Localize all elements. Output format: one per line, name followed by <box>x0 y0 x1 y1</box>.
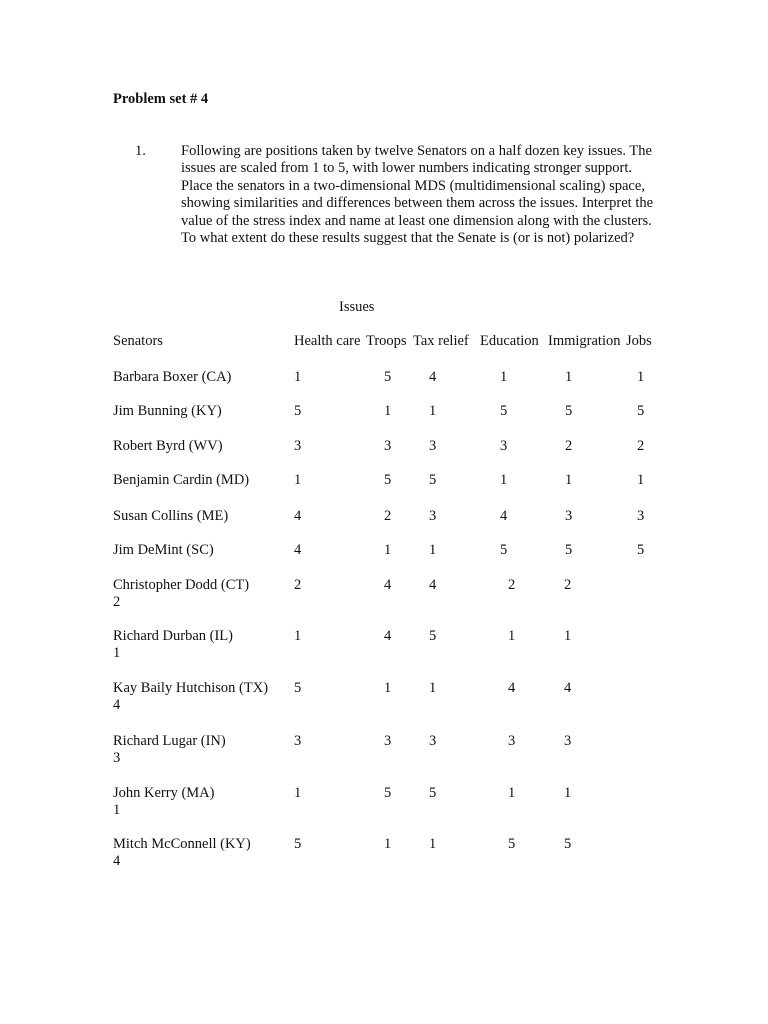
score-cell: 4 <box>564 680 572 696</box>
score-cell: 3 <box>637 508 645 524</box>
senator-name: Barbara Boxer (CA) <box>113 369 232 385</box>
score-cell: 4 <box>429 577 437 593</box>
score-cell: 1 <box>384 403 392 419</box>
score-cell: 5 <box>294 836 302 852</box>
score-cell: 5 <box>565 542 573 558</box>
wrapped-jobs-score: 4 <box>113 697 121 713</box>
score-cell: 4 <box>294 542 302 558</box>
score-cell: 2 <box>564 577 572 593</box>
issue-header-health-care: Health care <box>294 333 361 349</box>
score-cell: 5 <box>294 403 302 419</box>
score-cell: 4 <box>429 369 437 385</box>
score-cell: 2 <box>508 577 516 593</box>
score-cell: 4 <box>500 508 508 524</box>
score-cell: 3 <box>294 733 302 749</box>
score-cell: 1 <box>500 369 508 385</box>
page-title: Problem set # 4 <box>113 91 209 107</box>
score-cell: 5 <box>384 369 392 385</box>
wrapped-jobs-score: 1 <box>113 802 121 818</box>
senator-name: John Kerry (MA) <box>113 785 215 801</box>
senator-name: Robert Byrd (WV) <box>113 438 223 454</box>
score-cell: 5 <box>565 403 573 419</box>
score-cell: 1 <box>564 628 572 644</box>
score-cell: 5 <box>294 680 302 696</box>
score-cell: 3 <box>500 438 508 454</box>
issues-label: Issues <box>339 299 375 315</box>
senator-name: Susan Collins (ME) <box>113 508 229 524</box>
score-cell: 1 <box>565 369 573 385</box>
senator-name: Mitch McConnell (KY) <box>113 836 251 852</box>
senator-name: Jim Bunning (KY) <box>113 403 222 419</box>
score-cell: 3 <box>565 508 573 524</box>
senator-name: Christopher Dodd (CT) <box>113 577 250 593</box>
score-cell: 1 <box>429 403 437 419</box>
score-cell: 5 <box>637 542 645 558</box>
senators-header: Senators <box>113 333 163 349</box>
score-cell: 1 <box>565 472 573 488</box>
score-cell: 1 <box>508 785 516 801</box>
score-cell: 2 <box>384 508 392 524</box>
score-cell: 3 <box>384 438 392 454</box>
score-cell: 5 <box>384 785 392 801</box>
wrapped-jobs-score: 3 <box>113 750 121 766</box>
score-cell: 5 <box>637 403 645 419</box>
score-cell: 4 <box>294 508 302 524</box>
senator-name: Richard Durban (IL) <box>113 628 233 644</box>
issue-header-education: Education <box>480 333 539 349</box>
score-cell: 1 <box>384 680 392 696</box>
score-cell: 3 <box>429 508 437 524</box>
score-cell: 1 <box>500 472 508 488</box>
score-cell: 1 <box>384 836 392 852</box>
senator-name: Benjamin Cardin (MD) <box>113 472 250 488</box>
score-cell: 1 <box>294 369 302 385</box>
score-cell: 1 <box>384 542 392 558</box>
wrapped-jobs-score: 1 <box>113 645 121 661</box>
score-cell: 4 <box>384 577 392 593</box>
score-cell: 3 <box>294 438 302 454</box>
issue-header-tax-relief: Tax relief <box>413 333 469 349</box>
score-cell: 1 <box>294 785 302 801</box>
score-cell: 3 <box>429 438 437 454</box>
issue-header-troops: Troops <box>366 333 407 349</box>
senator-name: Richard Lugar (IN) <box>113 733 226 749</box>
score-cell: 1 <box>637 369 645 385</box>
score-cell: 2 <box>294 577 302 593</box>
question-number: 1. <box>135 143 146 159</box>
score-cell: 5 <box>429 628 437 644</box>
score-cell: 3 <box>429 733 437 749</box>
score-cell: 3 <box>384 733 392 749</box>
score-cell: 5 <box>429 785 437 801</box>
score-cell: 5 <box>508 836 516 852</box>
score-cell: 2 <box>637 438 645 454</box>
score-cell: 3 <box>564 733 572 749</box>
score-cell: 2 <box>565 438 573 454</box>
question-text: Following are positions taken by twelve Senators on a half dozen key issues. The issues are scaled from 1 to 5, with lower numbers indicating stronger support. Place the senators in a two-dimensional MDS (multidimensional scaling) space, showing similarities and differences between them across the issues. Interpret the value of the stress index and name at least one dimension along with the clusters. To what extent do these results suggest that the Senate is (or is not) polarized? <box>181 143 654 247</box>
senator-name: Kay Baily Hutchison (TX) <box>113 680 269 696</box>
score-cell: 4 <box>384 628 392 644</box>
score-cell: 1 <box>508 628 516 644</box>
score-cell: 5 <box>384 472 392 488</box>
score-cell: 5 <box>500 403 508 419</box>
score-cell: 5 <box>500 542 508 558</box>
wrapped-jobs-score: 4 <box>113 853 121 869</box>
issue-header-immigration: Immigration <box>548 333 621 349</box>
issue-header-jobs: Jobs <box>626 333 652 349</box>
score-cell: 1 <box>429 836 437 852</box>
score-cell: 5 <box>429 472 437 488</box>
score-cell: 1 <box>429 680 437 696</box>
score-cell: 1 <box>294 628 302 644</box>
score-cell: 1 <box>564 785 572 801</box>
score-cell: 3 <box>508 733 516 749</box>
senator-name: Jim DeMint (SC) <box>113 542 214 558</box>
score-cell: 1 <box>294 472 302 488</box>
wrapped-jobs-score: 2 <box>113 594 121 610</box>
score-cell: 1 <box>637 472 645 488</box>
score-cell: 1 <box>429 542 437 558</box>
score-cell: 5 <box>564 836 572 852</box>
score-cell: 4 <box>508 680 516 696</box>
